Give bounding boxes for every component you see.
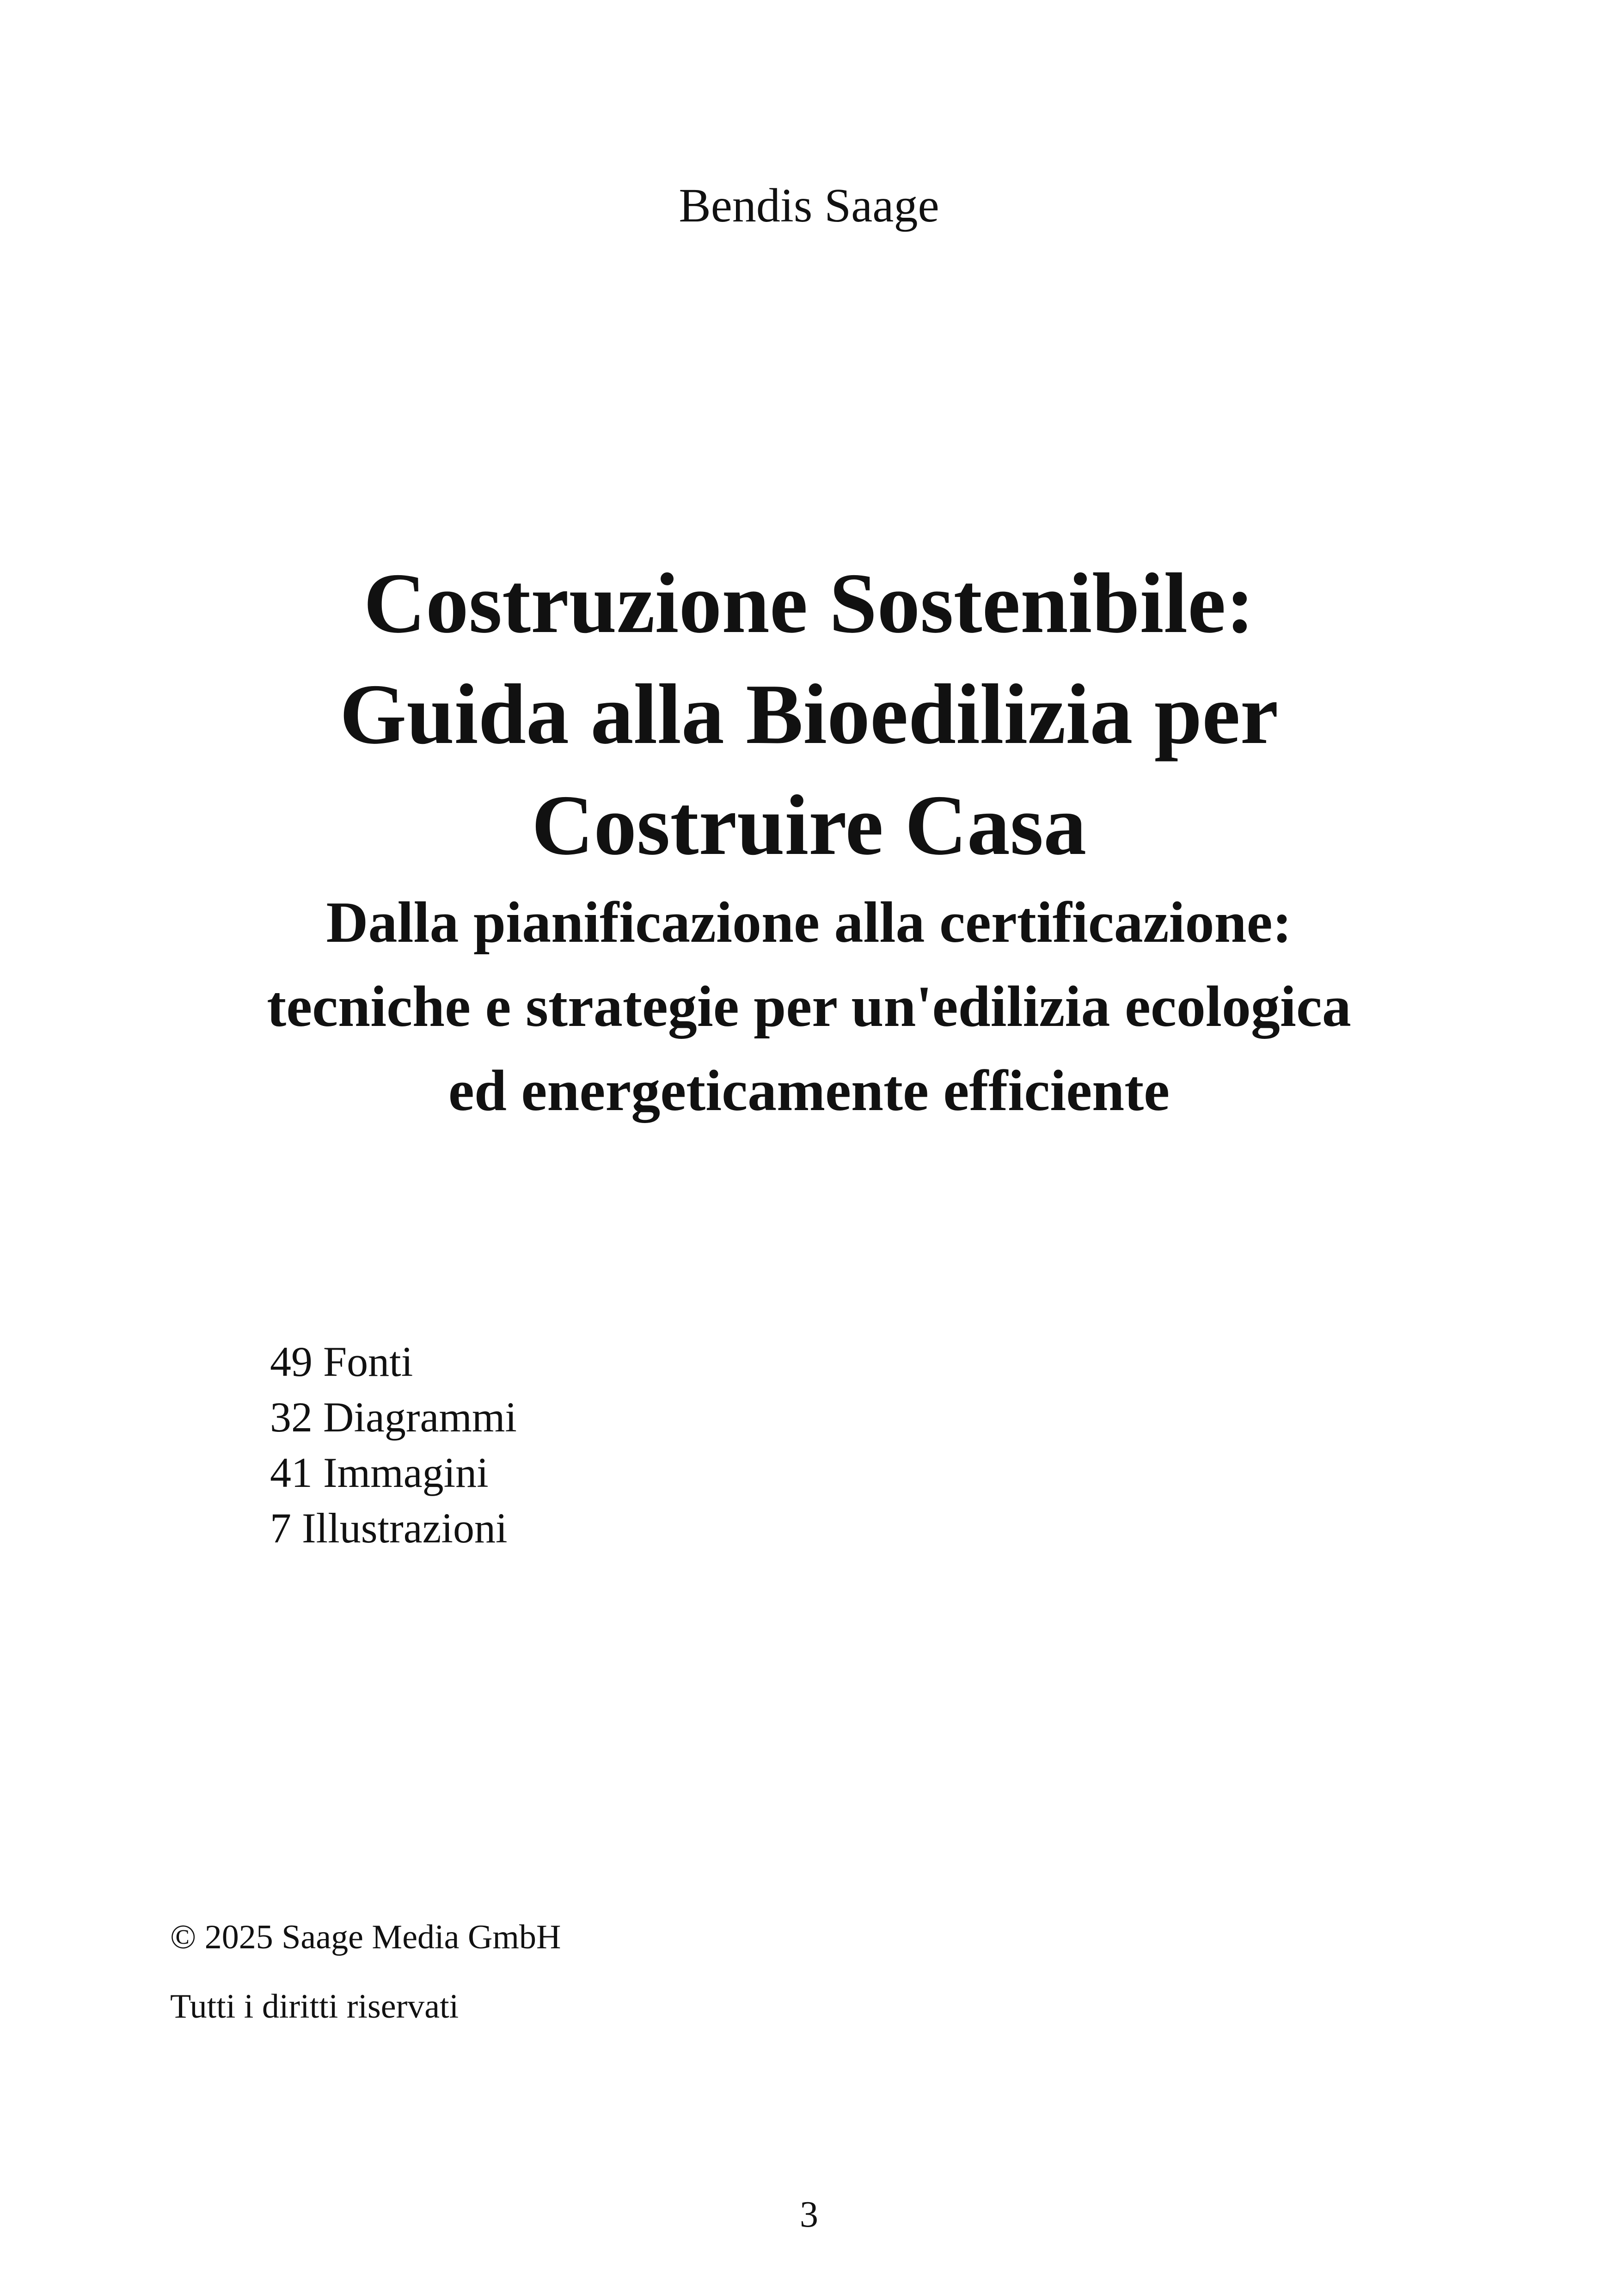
content-stats-list (270, 1334, 517, 1556)
subtitle-line: tecniche e strategie per un'edilizia ecologica (267, 975, 1351, 1039)
subtitle-line: ed energeticamente efficiente (448, 1059, 1170, 1123)
book-title (92, 548, 1526, 881)
stat-diagrams: 32 Diagrammi (270, 1394, 517, 1441)
subtitle-line: Dalla pianificazione alla certificazione: (326, 890, 1292, 955)
title-line: Costruzione Sostenibile: (363, 556, 1255, 651)
stat-illustrations: 7 Illustrazioni (270, 1504, 508, 1552)
stat-sources: 49 Fonti (270, 1338, 413, 1385)
stat-images: 41 Immagini (270, 1449, 489, 1496)
copyright-notice: © 2025 Saage Media GmbH (170, 1918, 561, 1956)
author-name: Bendis Saage (679, 179, 939, 232)
book-subtitle (92, 881, 1526, 1133)
rights-reserved: Tutti i diritti riservati (170, 1988, 459, 2026)
title-line: Guida alla Bioedilizia per (339, 667, 1279, 762)
title-line: Costruire Casa (531, 778, 1087, 873)
page-number: 3 (800, 2194, 818, 2235)
